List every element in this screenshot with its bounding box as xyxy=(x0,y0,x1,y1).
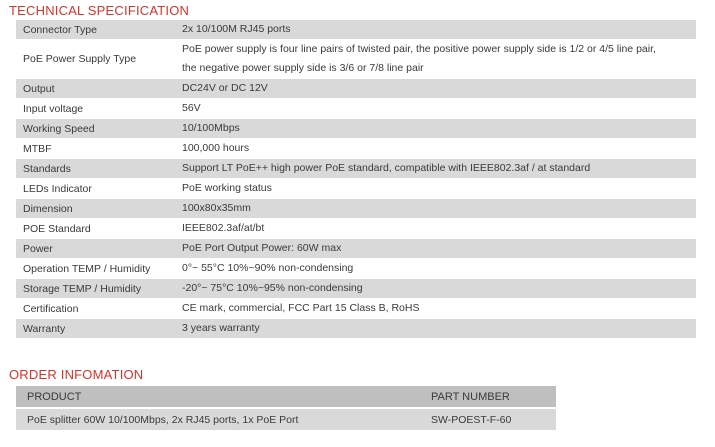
spec-value xyxy=(181,219,696,239)
spec-value xyxy=(181,179,696,199)
spec-value-line: CE mark, commercial, FCC Part 15 Class B, RoHS xyxy=(182,302,420,314)
spec-key: Operation TEMP / Humidity xyxy=(16,259,181,279)
spec-value xyxy=(181,79,696,99)
spec-key: Output xyxy=(16,79,181,99)
product-column-header: PRODUCT xyxy=(16,386,419,408)
spec-row xyxy=(16,20,696,40)
spec-value-line: 100x80x35mm xyxy=(182,202,251,214)
spec-row xyxy=(16,119,696,139)
spec-key: Dimension xyxy=(16,199,181,219)
spec-value-line: 2x 10/100M RJ45 ports xyxy=(182,23,291,35)
spec-row xyxy=(16,179,696,199)
order-product: PoE splitter 60W 10/100Mbps, 2x RJ45 ports, 1x PoE Port xyxy=(16,408,419,430)
spec-value-line: 56V xyxy=(182,102,201,114)
spec-key: Storage TEMP / Humidity xyxy=(16,279,181,299)
order-row xyxy=(16,408,556,430)
spec-value-line: Support LT PoE++ high power PoE standard, compatible with IEEE802.3af / at standard xyxy=(182,162,591,174)
spec-value-line: the negative power supply side is 3/6 or 7/8 line pair xyxy=(182,62,424,74)
spec-value xyxy=(181,299,696,319)
spec-value xyxy=(181,199,696,219)
spec-value xyxy=(181,139,696,159)
order-part-number: SW-POEST-F-60 xyxy=(419,408,556,430)
spec-value-line: DC24V or DC 12V xyxy=(182,82,268,94)
spec-row xyxy=(16,139,696,159)
spec-value-line: 100,000 hours xyxy=(182,142,250,154)
spec-row xyxy=(16,219,696,239)
spec-row xyxy=(16,299,696,319)
spec-key: Power xyxy=(16,239,181,259)
order-table xyxy=(16,386,556,430)
spec-value xyxy=(181,119,696,139)
spec-key: Input voltage xyxy=(16,99,181,119)
spec-section-title: TECHNICAL SPECIFICATION xyxy=(9,3,190,18)
spec-value-line: -20°~ 75°C 10%~95% non-condensing xyxy=(182,282,363,294)
spec-value-line: PoE power supply is four line pairs of twisted pair, the positive power supply side is 1/2 or 4/5 line pair, xyxy=(182,43,656,55)
spec-key: Working Speed xyxy=(16,119,181,139)
spec-value-line: 0°~ 55°C 10%~90% non-condensing xyxy=(182,262,354,274)
spec-row xyxy=(16,159,696,179)
spec-key: Warranty xyxy=(16,319,181,339)
part-number-column-header: PART NUMBER xyxy=(419,386,556,408)
spec-row xyxy=(16,99,696,119)
spec-key: Connector Type xyxy=(16,20,181,40)
spec-value-line: PoE Port Output Power: 60W max xyxy=(182,242,342,254)
spec-value xyxy=(181,20,696,40)
spec-value xyxy=(181,40,696,79)
spec-value-line: PoE working status xyxy=(182,182,272,194)
spec-table xyxy=(16,20,696,339)
spec-value-line: IEEE802.3af/at/bt xyxy=(182,222,265,234)
spec-value xyxy=(181,159,696,179)
order-section-title: ORDER INFOMATION xyxy=(9,367,144,382)
spec-row xyxy=(16,279,696,299)
spec-key: Standards xyxy=(16,159,181,179)
spec-row xyxy=(16,40,696,79)
spec-row xyxy=(16,239,696,259)
spec-key: Certification xyxy=(16,299,181,319)
spec-value-line: 3 years warranty xyxy=(182,322,260,334)
spec-value xyxy=(181,259,696,279)
spec-value-line: 10/100Mbps xyxy=(182,122,240,134)
spec-row xyxy=(16,199,696,219)
spec-key: PoE Power Supply Type xyxy=(16,40,181,79)
spec-key: POE Standard xyxy=(16,219,181,239)
spec-key: LEDs Indicator xyxy=(16,179,181,199)
spec-key: MTBF xyxy=(16,139,181,159)
spec-row xyxy=(16,79,696,99)
spec-value xyxy=(181,239,696,259)
spec-value xyxy=(181,99,696,119)
spec-value xyxy=(181,319,696,339)
spec-row xyxy=(16,319,696,339)
spec-value xyxy=(181,279,696,299)
order-header-row xyxy=(16,386,556,408)
spec-row xyxy=(16,259,696,279)
